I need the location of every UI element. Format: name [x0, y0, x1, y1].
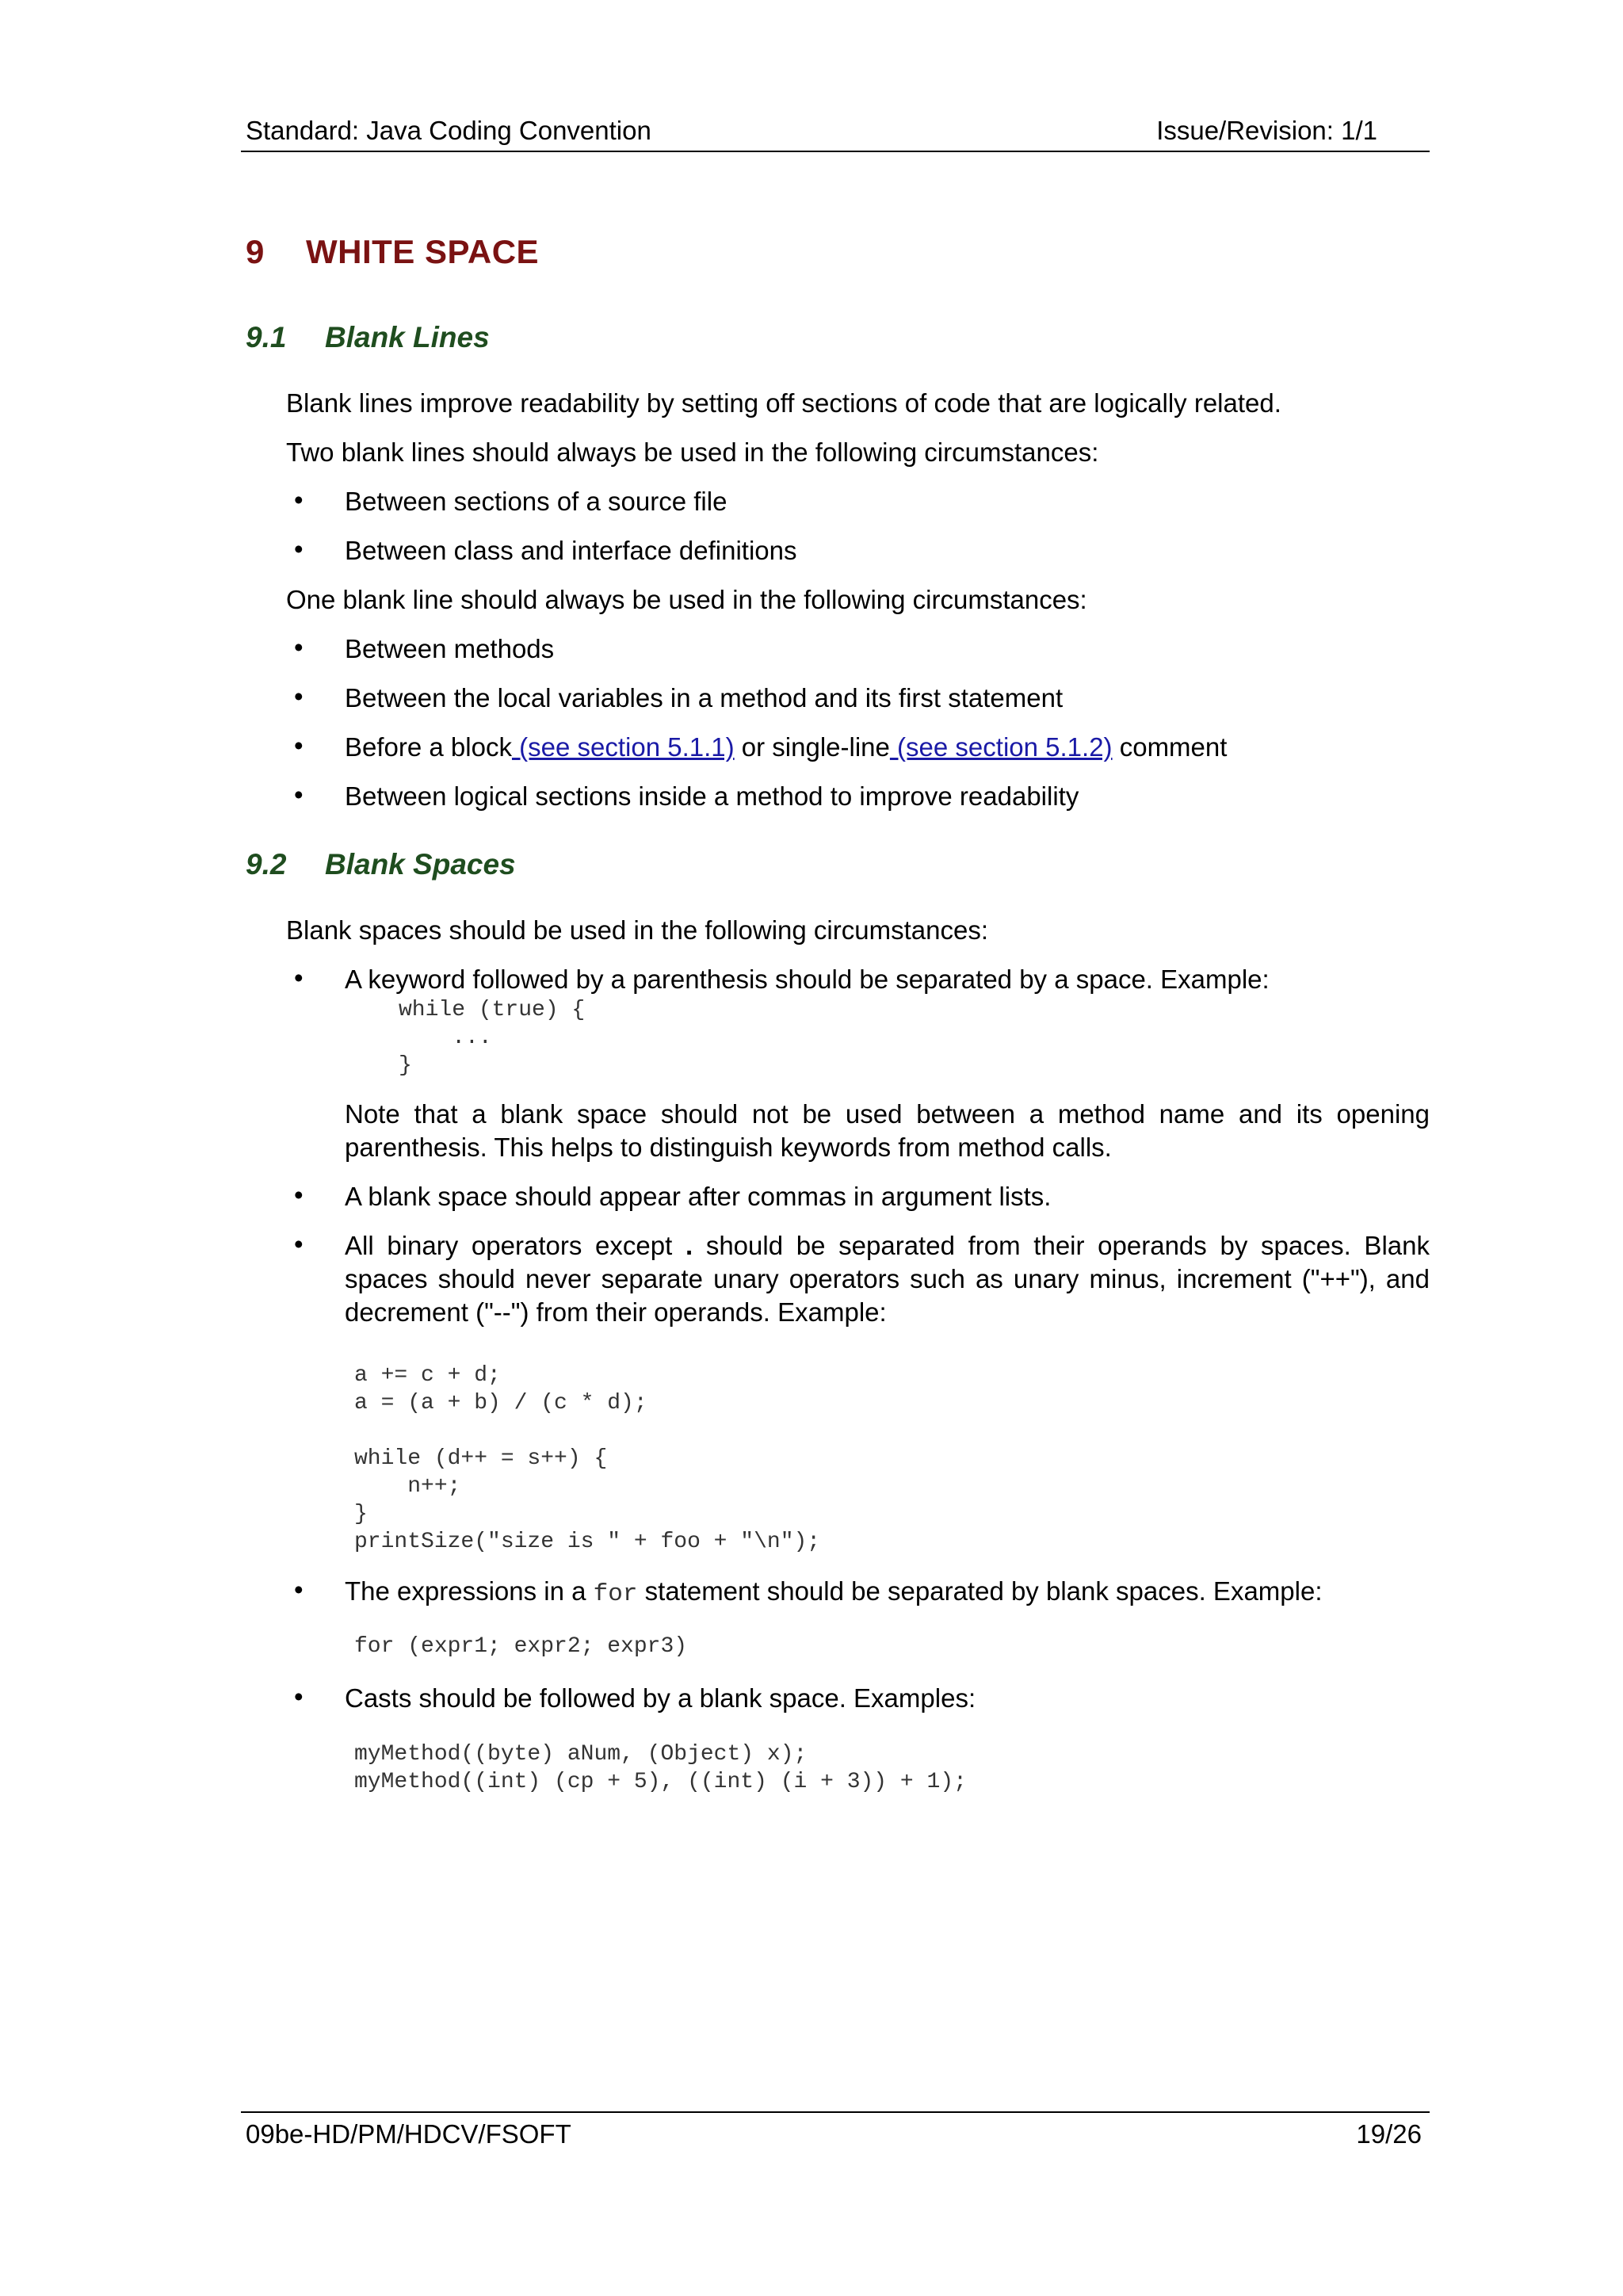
dot-operator: .: [672, 1231, 706, 1260]
item-text: The expressions in a: [345, 1576, 594, 1606]
subsection-number: 9.2: [246, 848, 287, 881]
subsection-title: Blank Spaces: [325, 848, 516, 881]
list-item-keyword: A keyword followed by a parenthesis should be separated by a space. Example:: [345, 965, 1270, 994]
bullet-icon: •: [294, 1180, 304, 1209]
bullet-icon: •: [294, 485, 304, 514]
section-title: WHITE SPACE: [306, 233, 540, 270]
bullet-icon: •: [294, 963, 304, 992]
list-item: Between logical sections inside a method to improve readability: [345, 781, 1079, 811]
list-item-for-statement: [345, 1575, 1323, 1611]
bullet-icon: •: [294, 534, 304, 563]
bullet-icon: •: [294, 682, 304, 711]
list-item-commas: A blank space should appear after commas in argument lists.: [345, 1182, 1052, 1211]
code-example-keyword: while (true) { ... }: [399, 998, 586, 1078]
list-item: Between the local variables in a method and its first statement: [345, 683, 1064, 712]
item-text: should be separated from their operands by spaces. Blank spaces should never separate unary operators such as unary minus, increment ("++"), and decrement ("--") from their operands. Example:: [345, 1231, 1430, 1327]
list-item: Between class and interface definitions: [345, 536, 797, 565]
code-example-for: for (expr1; expr2; expr3): [354, 1634, 688, 1659]
item-text: statement should be separated by blank spaces. Example:: [637, 1576, 1323, 1606]
section-heading: [246, 233, 539, 271]
list-item: Between methods: [345, 634, 555, 663]
header-revision: Issue/Revision: 1/1: [1156, 116, 1377, 145]
blank-lines-intro: Blank lines improve readability by setting off sections of code that are logically related.: [286, 388, 1281, 418]
item-text: Before a block: [345, 732, 512, 762]
subsection-heading-blank-lines: [246, 321, 490, 354]
subsection-title: Blank Lines: [325, 321, 490, 353]
bullet-icon: •: [294, 780, 304, 809]
item-text: comment: [1112, 732, 1228, 762]
footer-document-code: 09be-HD/PM/HDCV/FSOFT: [246, 2119, 571, 2149]
section-number: 9: [246, 233, 265, 270]
page-header: [241, 116, 1430, 152]
item-text: or single-line: [734, 732, 890, 762]
for-keyword: for: [593, 1580, 638, 1608]
bullet-icon: •: [294, 731, 304, 760]
list-item-casts: Casts should be followed by a blank space. Examples:: [345, 1683, 976, 1713]
footer-page-number: 19/26: [1356, 2119, 1422, 2149]
bullet-icon: •: [294, 1229, 304, 1259]
code-example-casts: myMethod((byte) aNum, (Object) x); myMethod((int) (cp + 5), ((int) (i + 3)) + 1);: [354, 1742, 967, 1794]
keyword-note: Note that a blank space should not be used between a method name and its opening parenthesis. This helps to distinguish keywords from method calls.: [345, 1099, 1430, 1162]
header-document-title: Standard: Java Coding Convention: [246, 116, 651, 145]
bullet-icon: •: [294, 1575, 304, 1604]
link-section-5-1-1[interactable]: (see section 5.1.1): [511, 732, 735, 762]
bullet-icon: •: [294, 1682, 304, 1711]
code-example-operators: a += c + d; a = (a + b) / (c * d); while (d++ = s++) { n++; } printSize("size is " + foo + "\n");: [354, 1363, 821, 1554]
one-line-lead: One blank line should always be used in the following circumstances:: [286, 585, 1087, 614]
blank-spaces-intro: Blank spaces should be used in the following circumstances:: [286, 915, 988, 945]
list-item: Between sections of a source file: [345, 487, 727, 516]
subsection-heading-blank-spaces: [246, 848, 516, 881]
list-item-binary-operators: [345, 1229, 1430, 1329]
list-item-block-comment: [345, 731, 1227, 764]
bullet-icon: •: [294, 632, 304, 662]
page-footer: [241, 2111, 1430, 2149]
two-lines-lead: Two blank lines should always be used in the following circumstances:: [286, 437, 1099, 467]
subsection-number: 9.1: [246, 321, 287, 353]
link-section-5-1-2[interactable]: (see section 5.1.2): [889, 732, 1113, 762]
item-text: All binary operators except: [345, 1231, 673, 1260]
